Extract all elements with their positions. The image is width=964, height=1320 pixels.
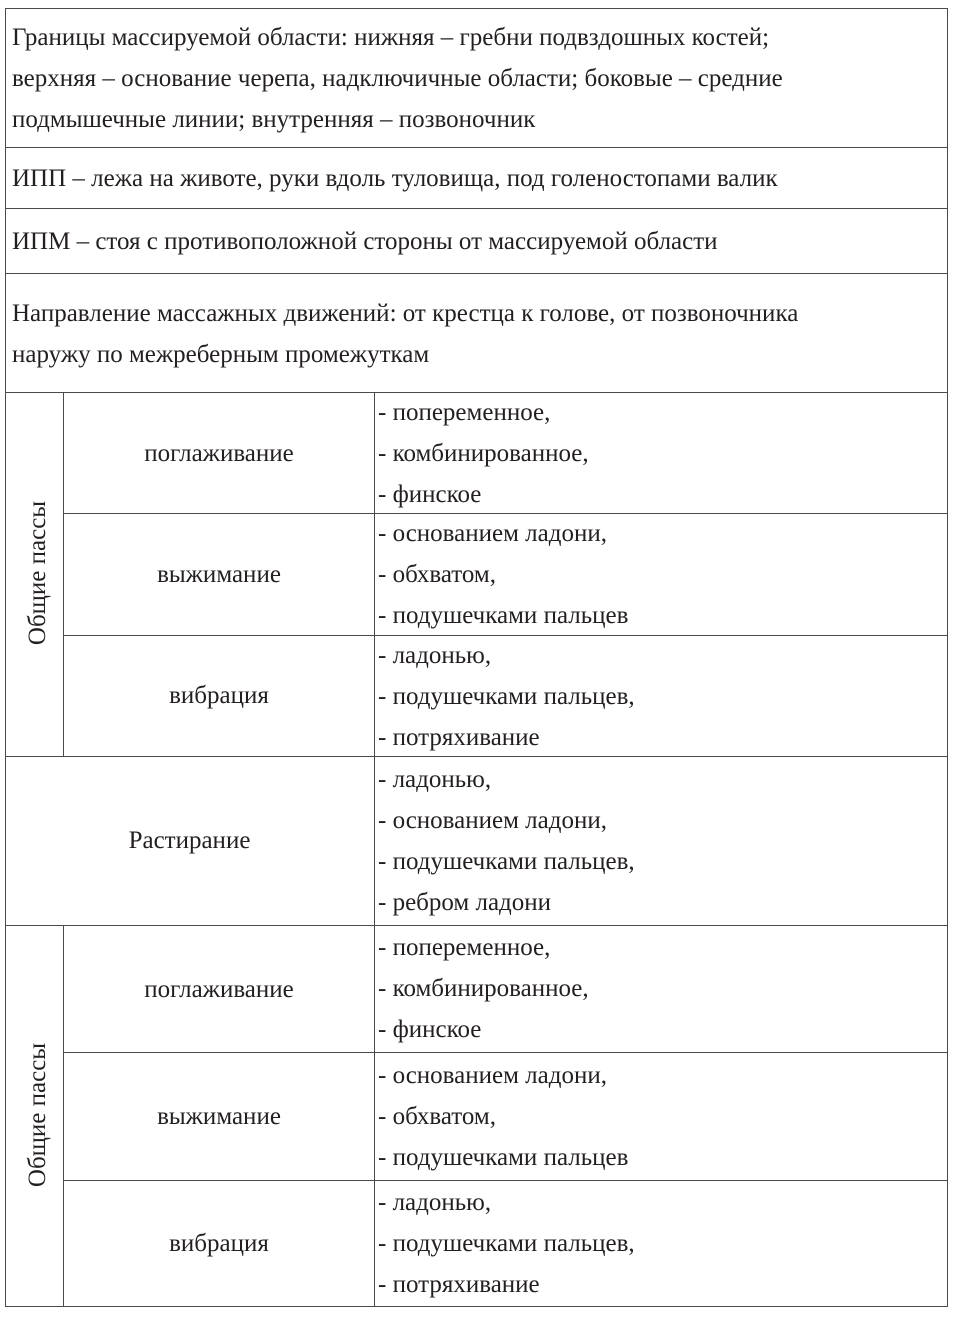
direction-text [12, 293, 798, 375]
technique-items [378, 513, 628, 636]
list-item: - потряхивание [378, 724, 540, 751]
technique-name: вибрация [169, 682, 269, 709]
list-item: - подушечками пальцев, [378, 1230, 635, 1257]
list-item: - основанием ладони, [378, 1062, 607, 1089]
list-item: - подушечками пальцев, [378, 848, 635, 875]
row-divider [5, 273, 948, 274]
technique-items [378, 1182, 635, 1305]
list-item: - подушечками пальцев [378, 1144, 629, 1171]
column-divider [374, 392, 375, 1306]
technique-name: выжимание [157, 1103, 281, 1130]
technique-name: поглаживание [144, 440, 294, 467]
technique-items [378, 927, 589, 1050]
list-item: - основанием ладони, [378, 807, 607, 834]
list-item: - комбинированное, [378, 975, 589, 1002]
ipm-text: ИПМ – стоя с противоположной стороны от массируемой области [12, 228, 718, 255]
list-item: - финское [378, 1016, 482, 1043]
list-item: - подушечками пальцев [378, 602, 629, 629]
list-item: - основанием ладони, [378, 520, 607, 547]
borders-line-3: подмышечные линии; внутренняя – позвоночник [12, 106, 536, 133]
list-item: - обхватом, [378, 1103, 496, 1130]
list-item: - попеременное, [378, 399, 551, 426]
group-label: Общие пассы [24, 500, 51, 646]
list-item: - ладонью, [378, 1189, 492, 1216]
group-label: Общие пассы [24, 1042, 51, 1188]
technique-name: вибрация [169, 1230, 269, 1257]
list-item: - ладонью, [378, 766, 492, 793]
ipp-text: ИПП – лежа на животе, руки вдоль туловища, под голеностопами валик [12, 165, 778, 192]
technique-items [378, 759, 635, 923]
table-border-top [5, 8, 948, 9]
technique-name: выжимание [157, 561, 281, 588]
row-divider [63, 1052, 948, 1053]
technique-items [378, 1055, 628, 1178]
technique-name: поглаживание [144, 976, 294, 1003]
list-item: - финское [378, 481, 482, 508]
list-item: - комбинированное, [378, 440, 589, 467]
table-border-bottom [5, 1306, 948, 1307]
row-divider [63, 1180, 948, 1181]
direction-line-2: наружу по межреберным промежуткам [12, 341, 430, 368]
list-item: - обхватом, [378, 561, 496, 588]
technique-name: Растирание [128, 827, 251, 854]
list-item: - ладонью, [378, 642, 492, 669]
list-item: - потряхивание [378, 1271, 540, 1298]
list-item: - подушечками пальцев, [378, 683, 635, 710]
borders-line-1: Границы массируемой области: нижняя – гребни подвздошных костей; [12, 24, 770, 51]
technique-items [378, 635, 635, 758]
borders-text [12, 17, 783, 140]
direction-line-1: Направление массажных движений: от крестца к голове, от позвоночника [12, 300, 799, 327]
technique-items [378, 392, 589, 515]
row-divider [5, 147, 948, 148]
row-divider [5, 208, 948, 209]
row-divider [5, 925, 948, 926]
borders-line-2: верхняя – основание черепа, надключичные области; боковые – средние [12, 65, 783, 92]
table-border-right [947, 8, 948, 1306]
table-border-left [5, 8, 6, 1306]
list-item: - ребром ладони [378, 889, 552, 916]
list-item: - попеременное, [378, 934, 551, 961]
